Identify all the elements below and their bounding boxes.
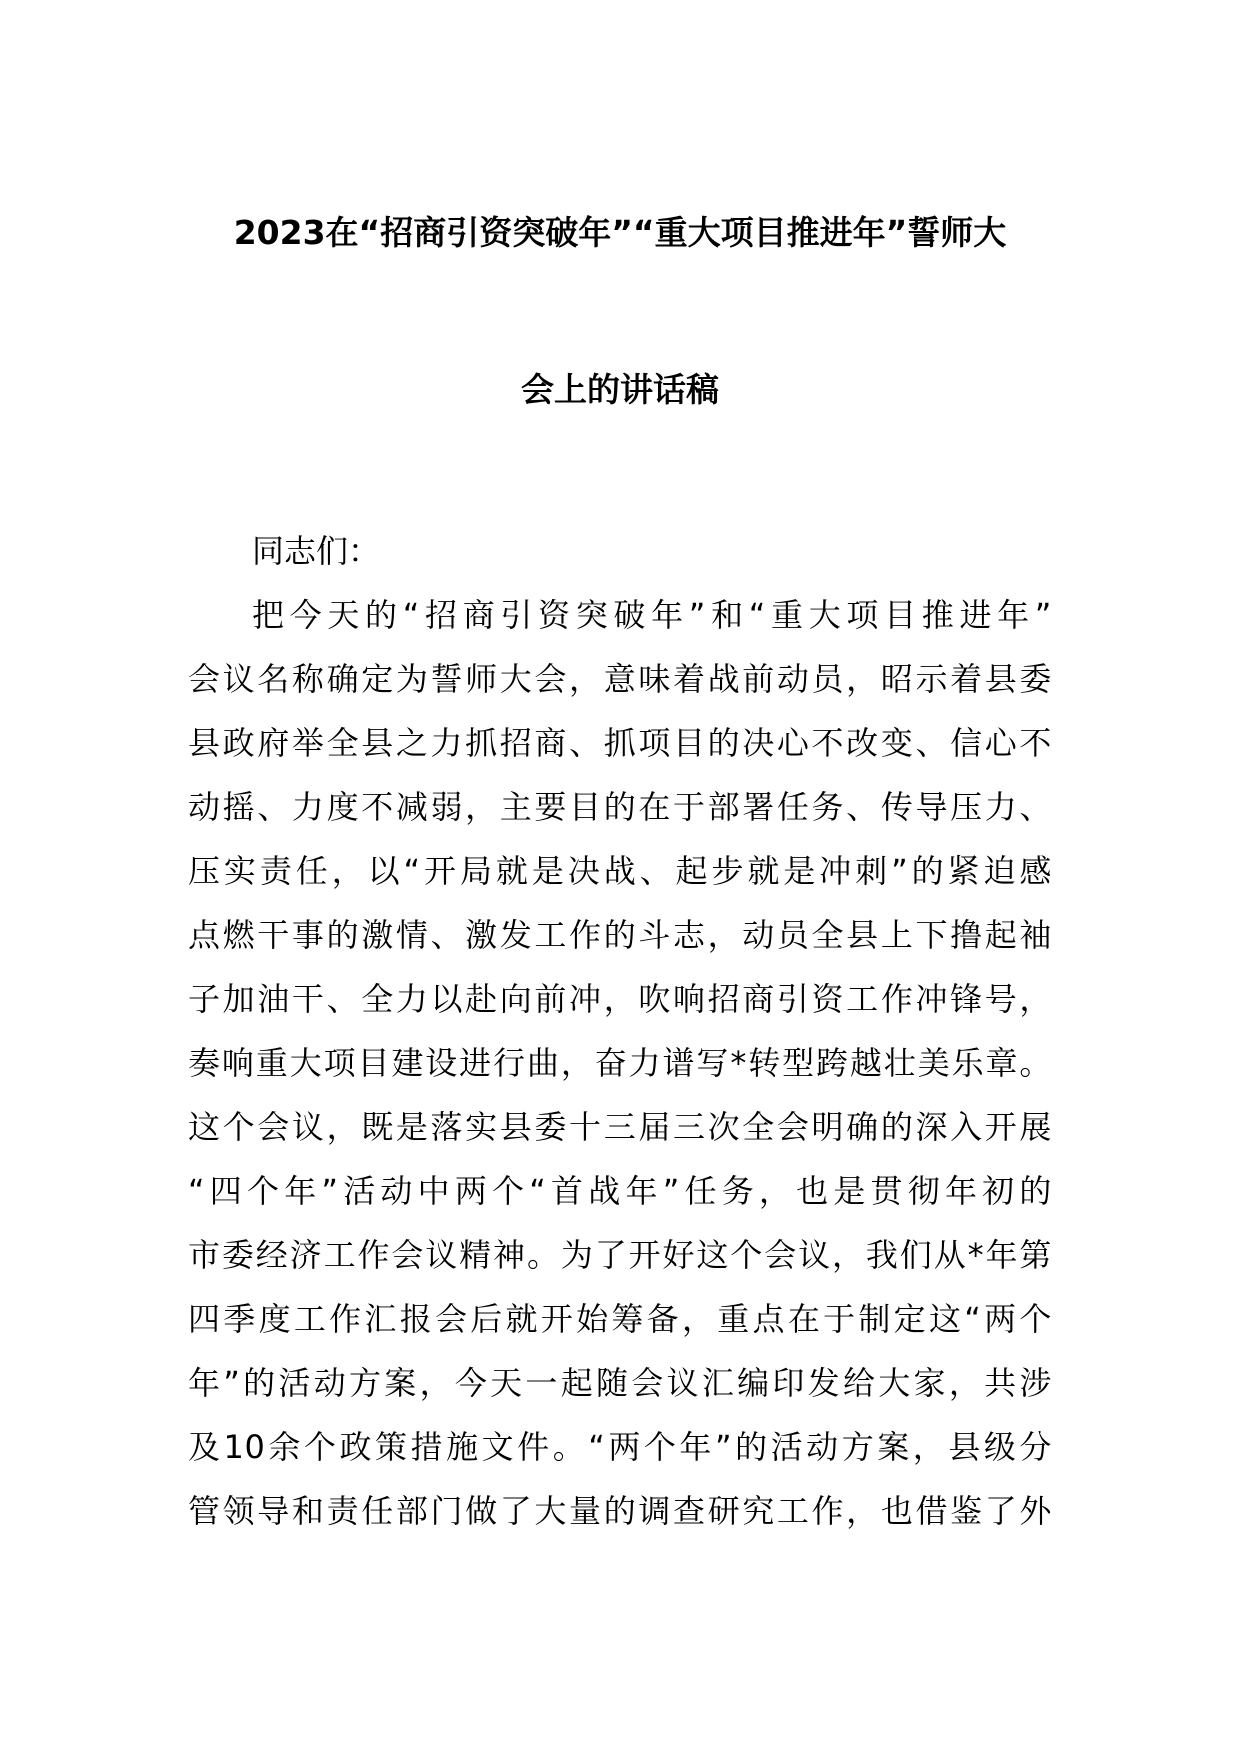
paragraph-line: “四个年”活动中两个“首战年”任务，也是贯彻年初的 [188,1172,1052,1210]
salutation: 同志们： [252,532,381,570]
paragraph-line: 这个会议，既是落实县委十三届三次全会明确的深入开展 [188,1108,1052,1146]
paragraph-line: 县政府举全县之力抓招商、抓项目的决心不改变、信心不 [188,724,1052,762]
paragraph-line: 及10余个政策措施文件。“两个年”的活动方案，县级分 [188,1428,1052,1466]
paragraph-line: 把今天的“招商引资突破年”和“重大项目推进年” [252,596,1052,634]
paragraph-line: 四季度工作汇报会后就开始筹备，重点在于制定这“两个 [188,1300,1052,1338]
paragraph-line: 奏响重大项目建设进行曲，奋力谱写*转型跨越壮美乐章。 [188,1044,1052,1082]
paragraph-line: 动摇、力度不减弱，主要目的在于部署任务、传导压力、 [188,788,1052,826]
paragraph-line: 市委经济工作会议精神。为了开好这个会议，我们从*年第 [188,1236,1052,1274]
paragraph-line: 会议名称确定为誓师大会，意味着战前动员，昭示着县委 [188,660,1052,698]
paragraph-line: 年”的活动方案，今天一起随会议汇编印发给大家，共涉 [188,1364,1052,1402]
paragraph-line: 压实责任，以“开局就是决战、起步就是冲刺”的紧迫感 [188,852,1052,890]
paragraph-line: 子加油干、全力以赴向前冲，吹响招商引资工作冲锋号， [188,980,1052,1018]
paragraph-line: 点燃干事的激情、激发工作的斗志，动员全县上下撸起袖 [188,916,1052,954]
paragraph-line: 管领导和责任部门做了大量的调查研究工作，也借鉴了外 [188,1492,1052,1530]
document-title-line-1: 2023在“招商引资突破年”“重大项目推进年”誓师大 [233,213,1007,252]
document-title-line-2: 会上的讲话稿 [521,370,719,409]
body-paragraph [188,583,1052,1543]
